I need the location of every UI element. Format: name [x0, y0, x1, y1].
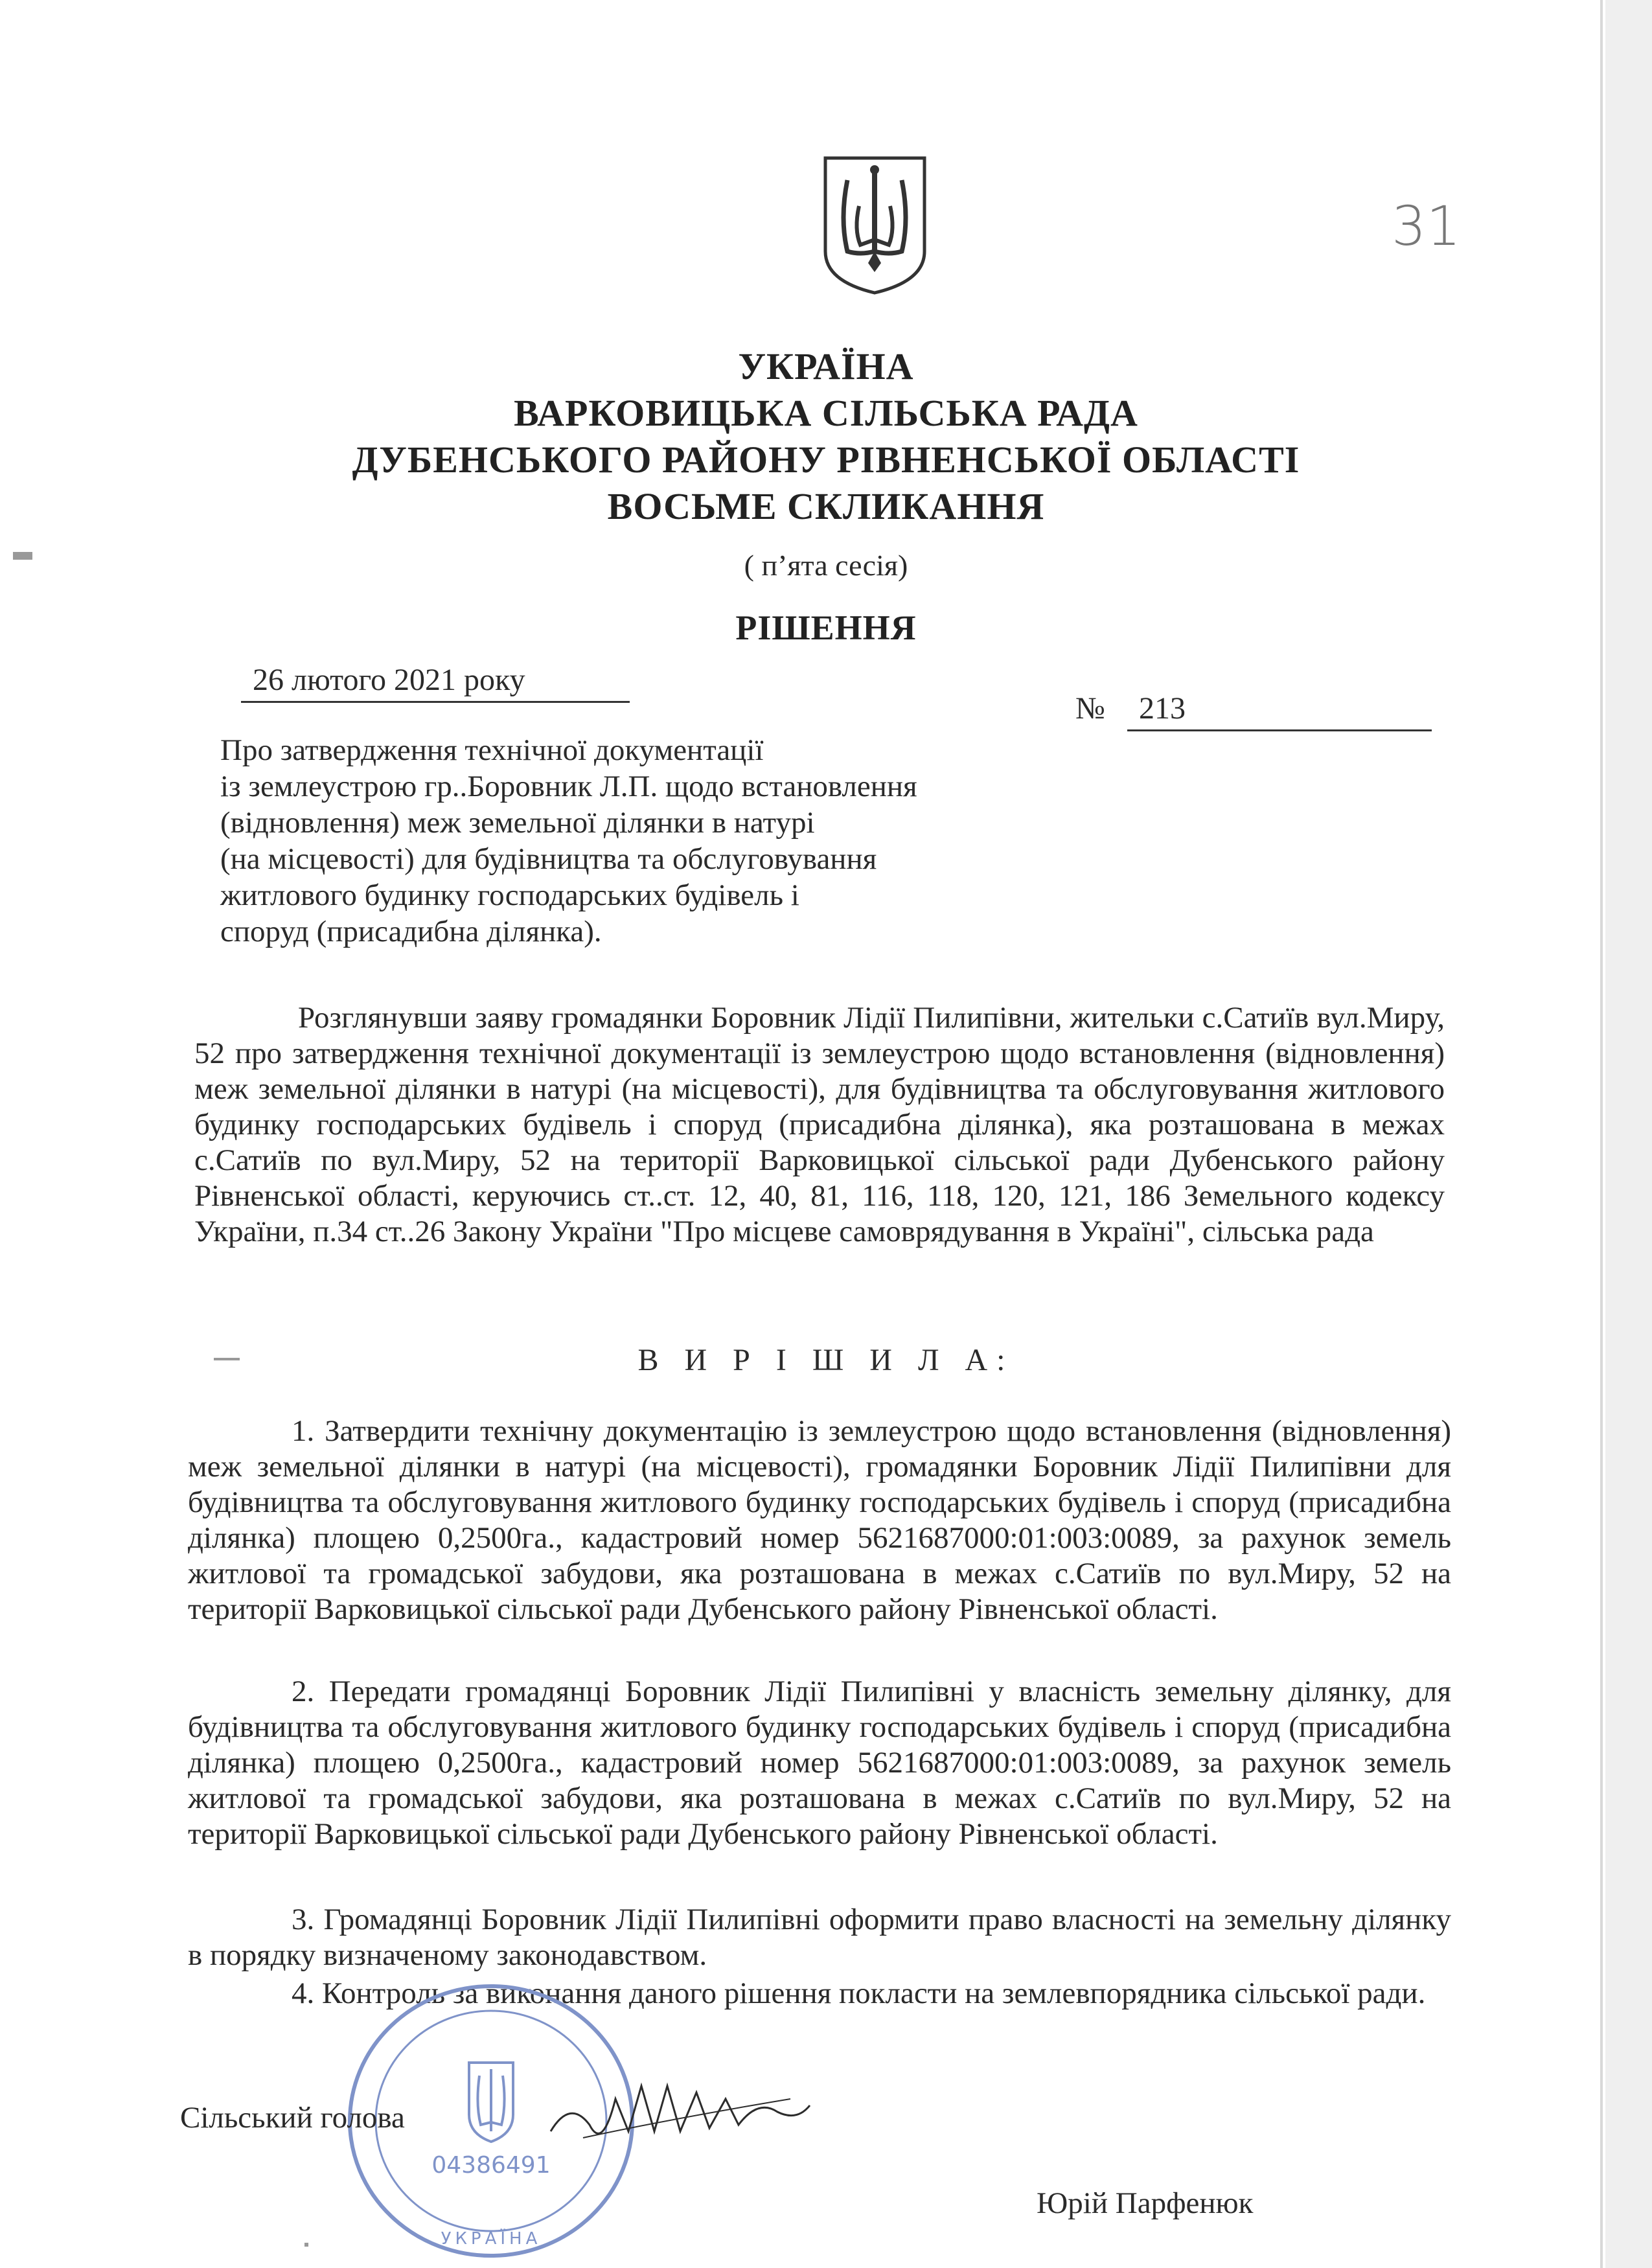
resolution-item-2: 2. Передати громадянці Боровник Лідії Пилипівні у власність земельну ділянку, для будівництва та обслуговування житлового будинку господарських будівель і споруд (присадибна ділянка) площею 0,2500га., кадастровий номер 5621687000:01:003:0089, за рахунок земель житлової та громадської забудови, яка розташована в межах с.Сатиїв по вул.Миру, 52 на території Варковицької сільської ради Дубенського району Рівненської області. [188, 1675, 1451, 1851]
subject-line: Про затвердження технічної документації [220, 733, 764, 767]
number-sign: № [1075, 691, 1105, 726]
handwritten-page-number: 31 [1392, 194, 1461, 258]
document-type: РІШЕННЯ [735, 608, 917, 647]
resolution-item-3: 3. Громадянці Боровник Лідії Пилипівні оформити право власності на земельну ділянку в порядку визначеному законодавством. [188, 1903, 1451, 1972]
signatory-position: Сільський голова [180, 2101, 405, 2135]
subject-line: житлового будинку господарських будівель і [220, 878, 799, 912]
heading-country: УКРАЇНА [738, 345, 914, 387]
stamp-country: УКРАЇНА [441, 2229, 542, 2249]
heading-council: ВАРКОВИЦЬКА СІЛЬСЬКА РАДА [514, 392, 1138, 434]
subject-line: (на місцевості) для будівництва та обслуговування [220, 842, 877, 876]
stamp-code: 04386491 [431, 2152, 551, 2179]
subject-line: (відновлення) меж земельної ділянки в натурі [220, 806, 815, 840]
resolution-item-4: 4. Контроль за виконання даного рішення покласти на землевпорядника сільської ради. [292, 1976, 1426, 2010]
decision-date: 26 лютого 2021 року [253, 663, 525, 697]
decision-number: 213 [1139, 691, 1186, 726]
decision-subject [220, 732, 1062, 950]
subject-line: споруд (присадибна ділянка). [220, 915, 602, 948]
preamble-paragraph: Розглянувши заяву громадянки Боровник Лідії Пилипівни, жительки с.Сатиїв вул.Миру, 52 про затвердження технічної документації із землеустрою щодо встановлення (відновлення) меж земельної ділянки в натурі (на місцевості), для будівництва та обслуговування житлового будинку господарських будівель і споруд (присадибна ділянка), яка розташована в межах с.Сатиїв по вул.Миру, 52 на території Варковицької сільської ради Дубенського району Рівненської області, керуючись ст..ст. 12, 40, 81, 116, 118, 120, 121, 186 Земельного кодексу України, п.34 ст..26 Закону України "Про місцеве самоврядування в Україні", сільська рада [194, 1001, 1445, 1248]
scan-edge [1605, 0, 1652, 2268]
signatory-name: Юрій Парфенюк [1037, 2186, 1254, 2220]
trident-emblem-icon [821, 154, 928, 297]
resolution-item-1: 1. Затвердити технічну документацію із землеустрою щодо встановлення (відновлення) меж земельної ділянки в натурі (на місцевості), громадянки Боровник Лідії Пилипівни для будівництва та обслуговування житлового будинку господарських будівель і споруд (присадибна ділянка) площею 0,2500га., кадастровий номер 5621687000:01:003:0089, за рахунок земель житлової та громадської забудови, яка розташована в межах с.Сатиїв по вул.Миру, 52 на території Варковицької сільської ради Дубенського району Рівненської області. [188, 1414, 1451, 1626]
date-underline [241, 701, 630, 703]
heading-district: ДУБЕНСЬКОГО РАЙОНУ РІВНЕНСЬКОЇ ОБЛАСТІ [352, 439, 1300, 481]
subject-line: із землеустрою гр..Боровник Л.П. щодо встановлення [220, 770, 917, 803]
scan-speck [304, 2243, 308, 2247]
number-underline [1127, 729, 1432, 731]
session-label: ( п’ята сесія) [744, 549, 908, 582]
scan-edge-line [1600, 0, 1603, 2268]
heading-convocation: ВОСЬМЕ СКЛИКАННЯ [607, 485, 1045, 527]
handwritten-signature [544, 2060, 816, 2164]
decided-heading: В И Р І Ш И Л А: [637, 1343, 1015, 1377]
